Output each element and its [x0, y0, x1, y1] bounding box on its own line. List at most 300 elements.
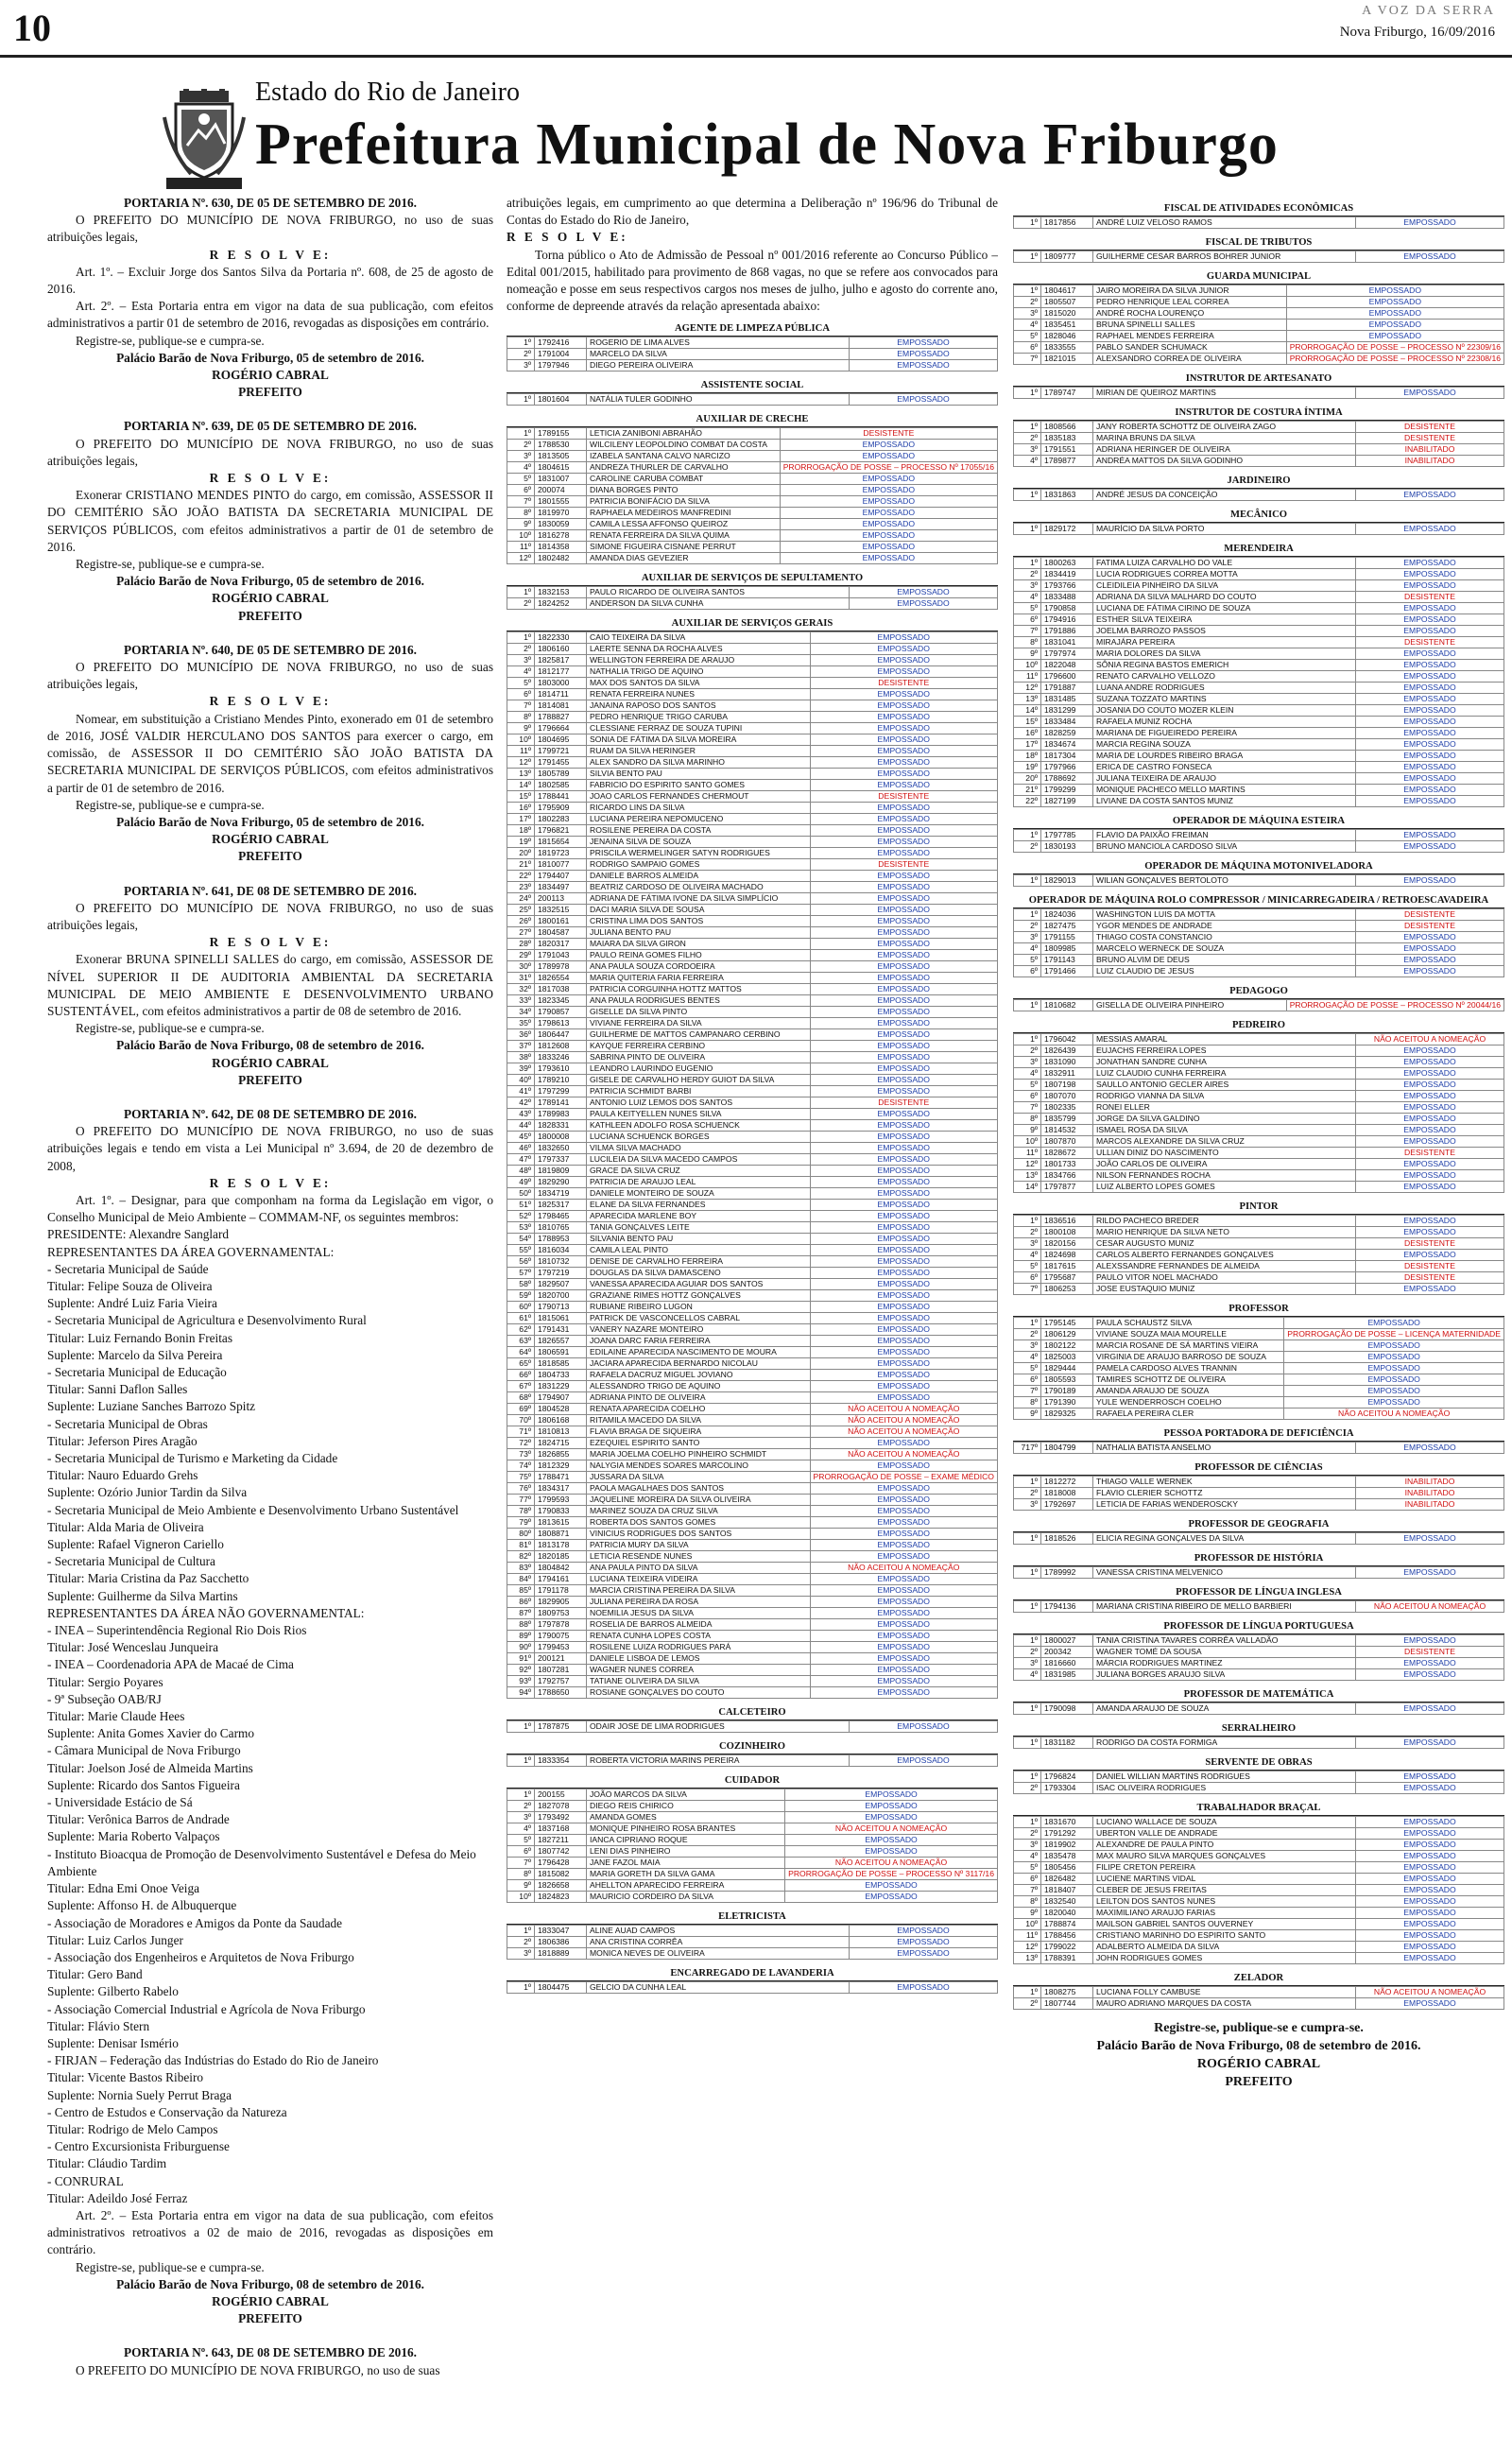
rank-cell: 77º [507, 1495, 535, 1506]
registration-cell: 1831007 [535, 474, 587, 485]
status-cell: EMPOSSADO [1356, 660, 1504, 671]
rank-cell: 8º [507, 712, 535, 723]
text-paragraph: Torna público o Ato de Admissão de Pessoal nº 001/2016 referente ao Concurso Público – Edital 001/2015, habilitado para provimento de 868 vagas, no que se refere aos convocados para nomeação e posse em seus respectivos cargos nos meses de julho, julho e agosto do corrente ano, conforme de depreende através da relação apresentada abaixo: [507, 247, 998, 314]
name-cell: LUCIANA SCHUENCK BORGES [587, 1132, 811, 1143]
status-cell: EMPOSSADO [810, 1370, 998, 1381]
rank-cell: 6º [507, 689, 535, 700]
rank-cell: 73º [507, 1449, 535, 1460]
status-cell: EMPOSSADO [1356, 1658, 1504, 1669]
registration-cell: 1797219 [535, 1268, 587, 1279]
text-paragraph: PORTARIA Nº. 643, DE 08 DE SETEMBRO DE 2016. [124, 2345, 417, 2360]
registration-cell: 1796824 [1041, 1771, 1093, 1783]
rank-cell: 2º [1014, 1329, 1041, 1340]
status-cell: EMPOSSADO [1356, 251, 1504, 263]
name-cell: RAPHAELA MEDEIROS MANFREDINI [587, 508, 781, 519]
registration-cell: 1790858 [1041, 603, 1093, 614]
registration-cell: 1788874 [1041, 1919, 1093, 1930]
table-row [1014, 1352, 1504, 1363]
text-paragraph: ROGÉRIO CABRAL [212, 591, 329, 606]
section-title: MECÂNICO [1013, 509, 1504, 523]
registration-cell: 1789141 [535, 1097, 587, 1109]
rank-cell: 6º [1014, 966, 1041, 977]
name-cell: FLAVIO DA PAIXÃO FREIMAN [1093, 830, 1356, 841]
table-row [1014, 1216, 1504, 1227]
rank-cell: 2º [507, 1801, 535, 1812]
name-cell: CLEIDILEIA PINHEIRO DA SILVA [1093, 580, 1356, 592]
status-cell: EMPOSSADO [810, 1324, 998, 1336]
rank-cell: 3º [1014, 580, 1041, 592]
table-row [1014, 739, 1504, 751]
rank-cell: 49º [507, 1177, 535, 1188]
registration-cell: 1823345 [535, 995, 587, 1007]
rank-cell: 1º [1014, 909, 1041, 921]
name-cell: ROBERTA VICTORIA MARINS PEREIRA [587, 1755, 850, 1767]
table-row [507, 1029, 998, 1041]
admission-section [1013, 509, 1504, 535]
name-cell: PAULO VITOR NOEL MACHADO [1093, 1272, 1356, 1284]
admission-section [1013, 1722, 1504, 1749]
table-row [507, 644, 998, 655]
status-cell: PRORROGAÇÃO DE POSSE – PROCESSO Nº 22309/16 [1286, 342, 1503, 354]
status-cell: EMPOSSADO [780, 542, 997, 553]
name-cell: NATÁLIA TULER GODINHO [587, 394, 850, 406]
status-cell: EMPOSSADO [850, 1755, 998, 1767]
table-row [507, 1052, 998, 1063]
rank-cell: 1º [1014, 1601, 1041, 1613]
registration-cell: 1790857 [535, 1007, 587, 1018]
text-paragraph: Registre-se, publique-se e cumpra-se. [76, 2259, 265, 2274]
name-cell: VIVIANE FERREIRA DA SILVA [587, 1018, 811, 1029]
name-cell: GUILHERME CESAR BARROS BOHRER JUNIOR [1093, 251, 1356, 263]
registration-cell: 1825317 [535, 1200, 587, 1211]
registration-cell: 1815082 [535, 1869, 587, 1880]
name-cell: MARCIA ROSANE DE SÁ MARTINS VIEIRA [1093, 1340, 1284, 1352]
registration-cell: 200155 [535, 1789, 587, 1801]
table-row [507, 825, 998, 837]
status-cell: EMPOSSADO [1356, 648, 1504, 660]
name-cell: BRUNA SPINELLI SALLES [1093, 320, 1287, 331]
status-cell: PRORROGAÇÃO DE POSSE – PROCESSO Nº 20044/16 [1286, 1000, 1503, 1011]
registration-cell: 1830193 [1041, 841, 1093, 853]
name-cell: CAIO TEIXEIRA DA SILVA [587, 632, 811, 644]
status-cell: EMPOSSADO [1356, 1250, 1504, 1261]
name-cell: JULIANA BENTO PAU [587, 927, 811, 939]
table-row [507, 1302, 998, 1313]
name-cell: LUCIANA DE FÁTIMA CIRINO DE SOUZA [1093, 603, 1356, 614]
text-paragraph: - CONRURAL [47, 2173, 124, 2188]
name-cell: NALYGIA MENDES SOARES MARCOLINO [587, 1460, 811, 1472]
table-row [1014, 1272, 1504, 1284]
table-row [507, 723, 998, 734]
registration-cell: 1792757 [535, 1676, 587, 1687]
table-row [507, 1869, 998, 1880]
name-cell: PAULA SCHAUSTZ SILVA [1093, 1318, 1284, 1329]
registration-cell: 1828046 [1041, 331, 1093, 342]
section-title: JARDINEIRO [1013, 475, 1504, 489]
admission-section [507, 1706, 998, 1733]
section-title: PROFESSOR DE LÍNGUA INGLESA [1013, 1586, 1504, 1600]
status-cell: EMPOSSADO [810, 1222, 998, 1234]
registration-cell: 1826554 [535, 973, 587, 984]
registration-cell: 1818407 [1041, 1885, 1093, 1896]
name-cell: RONEI ELLER [1093, 1102, 1356, 1114]
name-cell: MAILSON GABRIEL SANTOS OUVERNEY [1093, 1919, 1356, 1930]
status-cell: EMPOSSADO [1356, 1896, 1504, 1908]
table-row [1014, 683, 1504, 694]
status-cell: EMPOSSADO [785, 1835, 998, 1846]
name-cell: THIAGO VALLE WERNEK [1093, 1477, 1356, 1488]
registration-cell: 1819809 [535, 1166, 587, 1177]
name-cell: JOHN RODRIGUES GOMES [1093, 1953, 1356, 1964]
table-row [1014, 1601, 1504, 1613]
text-paragraph: Titular: Adeildo José Ferraz [47, 2190, 188, 2205]
registration-cell: 1799453 [535, 1642, 587, 1653]
text-paragraph: atribuições legais, em cumprimento ao que determina a Deliberação nº 196/96 do Tribunal de Contas do Estado do Rio de Janeiro, [507, 196, 998, 228]
name-cell: ANTONIO LUIZ LEMOS DOS SANTOS [587, 1097, 811, 1109]
section-title: SERVENTE DE OBRAS [1013, 1756, 1504, 1771]
table-row [1014, 1874, 1504, 1885]
name-cell: FLAVIO CLERIER SCHOTTZ [1093, 1488, 1356, 1499]
admission-section [507, 379, 998, 406]
table-row [507, 1597, 998, 1608]
table-row [507, 689, 998, 700]
text-paragraph: Exonerar CRISTIANO MENDES PINTO do cargo, em comissão, ASSESSOR II DO CEMITÉRIO SÃO JOÃO BATISTA DA SECRETARIA MUNICIPAL DE SERVIÇOS PÚBLICOS, com efeitos administrativos a partir de 01 de setembro de 2016. [47, 488, 493, 554]
registration-cell: 1827211 [535, 1835, 587, 1846]
status-cell: EMPOSSADO [850, 598, 998, 610]
section-title: PROFESSOR DE MATEMÁTICA [1013, 1688, 1504, 1702]
registration-cell: 1788456 [1041, 1930, 1093, 1942]
registration-cell: 1806591 [535, 1347, 587, 1358]
table-row [1014, 943, 1504, 955]
status-cell: EMPOSSADO [810, 825, 998, 837]
name-cell: MARCIA REGINA SOUZA [1093, 739, 1356, 751]
registration-cell: 1831485 [1041, 694, 1093, 705]
table-row [507, 961, 998, 973]
rank-cell: 6º [1014, 1272, 1041, 1284]
registration-cell: 1802482 [535, 553, 587, 564]
rank-cell: 26º [507, 916, 535, 927]
status-cell: EMPOSSADO [810, 655, 998, 666]
name-cell: ANA CRISTINA CORRÊA [587, 1937, 850, 1948]
table-row [1014, 388, 1504, 399]
table-row [507, 1438, 998, 1449]
registration-cell: 1791178 [535, 1585, 587, 1597]
registration-cell: 1819723 [535, 848, 587, 859]
status-cell: EMPOSSADO [780, 553, 997, 564]
rank-cell: 7º [1014, 1885, 1041, 1896]
text-paragraph: ROGÉRIO CABRAL [212, 368, 329, 383]
table-row [507, 1585, 998, 1597]
status-cell: EMPOSSADO [780, 451, 997, 462]
name-cell: RENATA APARECIDA COELHO [587, 1404, 811, 1415]
rank-cell: 41º [507, 1086, 535, 1097]
registration-cell: 1831863 [1041, 490, 1093, 501]
candidates-table [507, 1925, 998, 1960]
publication-date: Nova Friburgo, 16/09/2016 [1339, 25, 1495, 40]
table-row [1014, 909, 1504, 921]
registration-cell: 1791455 [535, 757, 587, 769]
registration-cell: 1788650 [535, 1687, 587, 1699]
rank-cell: 1º [1014, 524, 1041, 535]
name-cell: SONIA DE FÁTIMA DA SILVA MOREIRA [587, 734, 811, 746]
text-paragraph: Suplente: Maria Roberto Valpaços [47, 1829, 220, 1844]
name-cell: MARIANA CRISTINA RIBEIRO DE MELLO BARBIERI [1093, 1601, 1356, 1613]
registration-cell: 1797966 [1041, 762, 1093, 773]
name-cell: WAGNER TOMÉ DA SOUSA [1093, 1647, 1356, 1658]
table-row [507, 1631, 998, 1642]
text-paragraph: PREFEITO [238, 849, 302, 864]
rank-cell: 2º [1014, 1998, 1041, 2010]
candidates-table [507, 586, 998, 610]
name-cell: MARIO HENRIQUE DA SILVA NETO [1093, 1227, 1356, 1238]
candidates-table [1013, 216, 1504, 229]
name-cell: WASHINGTON LUIS DA MOTTA [1093, 909, 1356, 921]
table-row [507, 1370, 998, 1381]
rank-cell: 21º [507, 859, 535, 871]
registration-cell: 1829325 [1041, 1408, 1093, 1420]
candidates-table [507, 1981, 998, 1994]
rank-cell: 1º [1014, 1737, 1041, 1749]
candidates-table [1013, 1986, 1504, 2010]
admission-section [507, 572, 998, 610]
table-row [1014, 1057, 1504, 1068]
name-cell: MONIQUE PACHECO MELLO MARTINS [1093, 785, 1356, 796]
admission-section [1013, 372, 1504, 399]
rank-cell: 21º [1014, 785, 1041, 796]
status-cell: DESISTENTE [1356, 921, 1504, 932]
status-cell: EMPOSSADO [785, 1801, 998, 1812]
name-cell: PATRICIA MURY DA SILVA [587, 1540, 811, 1551]
text-paragraph: Titular: Maria Cristina da Paz Sacchetto [47, 1571, 249, 1586]
text-paragraph: Suplente: Rafael Vigneron Cariello [47, 1537, 224, 1552]
name-cell: JOELMA BARROZO PASSOS [1093, 626, 1356, 637]
name-cell: KATHLEEN ADOLFO ROSA SCHUENCK [587, 1120, 811, 1132]
section-title: OPERADOR DE MÁQUINA ESTEIRA [1013, 815, 1504, 829]
rank-cell: 1º [1014, 285, 1041, 297]
registration-cell: 1833484 [1041, 717, 1093, 728]
table-row [507, 1789, 998, 1801]
registration-cell: 1804587 [535, 927, 587, 939]
rank-cell: 22º [1014, 796, 1041, 807]
status-cell: EMPOSSADO [850, 587, 998, 598]
table-row [507, 1154, 998, 1166]
rank-cell: 2º [1014, 1227, 1041, 1238]
rank-cell: 4º [1014, 1068, 1041, 1080]
registration-cell: 1797974 [1041, 648, 1093, 660]
rank-cell: 84º [507, 1574, 535, 1585]
status-cell: EMPOSSADO [810, 1313, 998, 1324]
table-row [1014, 694, 1504, 705]
admission-tables [507, 322, 998, 1994]
admission-section [1013, 1518, 1504, 1545]
name-cell: ALEX SANDRO DA SILVA MARINHO [587, 757, 811, 769]
table-row [1014, 342, 1504, 354]
table-row [1014, 796, 1504, 807]
registration-cell: 1820185 [535, 1551, 587, 1563]
rank-cell: 4º [1014, 592, 1041, 603]
rank-cell: 1º [507, 394, 535, 406]
registration-cell: 1810813 [535, 1426, 587, 1438]
rank-cell: 13º [507, 769, 535, 780]
registration-cell: 1789992 [1041, 1567, 1093, 1579]
name-cell: JULIANA TEIXEIRA DE ARAUJO [1093, 773, 1356, 785]
name-cell: MARINEZ SOUZA DA CRUZ SILVA [587, 1506, 811, 1517]
rank-cell: 11º [507, 746, 535, 757]
registration-cell: 1807742 [535, 1846, 587, 1858]
registration-cell: 200342 [1041, 1647, 1093, 1658]
text-paragraph: - INEA – Coordenadoria APA de Macaé de Cima [47, 1657, 294, 1672]
name-cell: WILCILENY LEOPOLDINO COMBAT DA COSTA [587, 440, 781, 451]
name-cell: RAPHAEL MENDES FERREIRA [1093, 331, 1287, 342]
rank-cell: 4º [507, 1823, 535, 1835]
status-cell: EMPOSSADO [810, 746, 998, 757]
text-paragraph: O PREFEITO DO MUNICÍPIO DE NOVA FRIBURGO, no uso de suas atribuições legais, [47, 660, 493, 692]
status-cell: NÃO ACEITOU A NOMEAÇÃO [810, 1404, 998, 1415]
status-cell: EMPOSSADO [810, 757, 998, 769]
status-cell: EMPOSSADO [810, 973, 998, 984]
status-cell: DESISTENTE [810, 791, 998, 803]
text-paragraph: Titular: Luiz Carlos Junger [47, 1932, 183, 1947]
status-cell: EMPOSSADO [810, 893, 998, 905]
table-row [1014, 773, 1504, 785]
status-cell: EMPOSSADO [1356, 1046, 1504, 1057]
registration-cell: 1826658 [535, 1880, 587, 1892]
registration-cell: 1797337 [535, 1154, 587, 1166]
name-cell: PEDRO HENRIQUE LEAL CORREA [1093, 297, 1287, 308]
registration-cell: 1832153 [535, 587, 587, 598]
candidates-table [1013, 1566, 1504, 1579]
table-row [1014, 1953, 1504, 1964]
text-paragraph: - Centro Excursionista Friburguense [47, 2139, 230, 2154]
status-cell: EMPOSSADO [810, 1665, 998, 1676]
table-row [1014, 1046, 1504, 1057]
status-cell: EMPOSSADO [810, 939, 998, 950]
table-row [1014, 705, 1504, 717]
status-cell: EMPOSSADO [810, 1585, 998, 1597]
table-row [507, 1268, 998, 1279]
registration-cell: 1793304 [1041, 1783, 1093, 1794]
rank-cell: 27º [507, 927, 535, 939]
name-cell: PAULA KEITYELLEN NUNES SILVA [587, 1109, 811, 1120]
table-row [507, 848, 998, 859]
rank-cell: 58º [507, 1279, 535, 1290]
status-cell: EMPOSSADO [1356, 1669, 1504, 1681]
name-cell: MARIANA DE FIGUEIREDO PEREIRA [1093, 728, 1356, 739]
status-cell: EMPOSSADO [810, 995, 998, 1007]
registration-cell: 1802335 [1041, 1102, 1093, 1114]
status-cell: PRORROGAÇÃO DE POSSE – PROCESSO Nº 3117/16 [785, 1869, 998, 1880]
table-row [507, 485, 998, 496]
registration-cell: 1804617 [1041, 285, 1093, 297]
name-cell: JOÃO CARLOS DE OLIVEIRA [1093, 1159, 1356, 1170]
name-cell: JOANA DARC FARIA FERREIRA [587, 1336, 811, 1347]
rank-cell: 44º [507, 1120, 535, 1132]
registration-cell: 1808871 [535, 1529, 587, 1540]
table-row [507, 519, 998, 530]
text-paragraph: PREFEITO [238, 385, 302, 400]
status-cell: EMPOSSADO [810, 700, 998, 712]
registration-cell: 1821015 [1041, 354, 1093, 365]
table-row [1014, 717, 1504, 728]
registration-cell: 1792416 [535, 337, 587, 349]
name-cell: RAFAELA MUNIZ ROCHA [1093, 717, 1356, 728]
admission-section [1013, 1972, 1504, 2010]
status-cell: EMPOSSADO [810, 871, 998, 882]
status-cell: EMPOSSADO [810, 1029, 998, 1041]
table-row [1014, 1703, 1504, 1715]
status-cell: EMPOSSADO [810, 689, 998, 700]
registration-cell: 1820700 [535, 1290, 587, 1302]
text-paragraph: REPRESENTANTES DA ÁREA NÃO GOVERNAMENTAL: [47, 1605, 365, 1620]
name-cell: LETICIA DE FARIAS WENDEROSCKY [1093, 1499, 1356, 1511]
name-cell: EUJACHS FERREIRA LOPES [1093, 1046, 1356, 1057]
table-row [507, 1290, 998, 1302]
section-title: FISCAL DE TRIBUTOS [1013, 236, 1504, 251]
registration-cell: 1791143 [1041, 955, 1093, 966]
table-row [507, 1075, 998, 1086]
page-number: 10 [13, 7, 51, 49]
text-paragraph: Suplente: Nornia Suely Perrut Braga [47, 2087, 232, 2102]
text-paragraph: O PREFEITO DO MUNICÍPIO DE NOVA FRIBURGO, no uso de suas [76, 2362, 440, 2377]
rank-cell: 4º [1014, 943, 1041, 955]
table-row [507, 712, 998, 723]
rank-cell: 15º [1014, 717, 1041, 728]
text-paragraph: - Universidade Estácio de Sá [47, 1795, 193, 1810]
rank-cell: 1º [1014, 1000, 1041, 1011]
text-paragraph: Titular: Cláudio Tardim [47, 2156, 167, 2171]
candidates-table [1013, 1442, 1504, 1454]
table-row [507, 394, 998, 406]
rank-cell: 8º [1014, 1397, 1041, 1408]
status-cell: EMPOSSADO [810, 1245, 998, 1256]
name-cell: LIVIANE DA COSTA SANTOS MUNIZ [1093, 796, 1356, 807]
status-cell: EMPOSSADO [1356, 1125, 1504, 1136]
status-cell: DESISTENTE [1356, 909, 1504, 921]
status-cell: DESISTENTE [1356, 1148, 1504, 1159]
status-cell: EMPOSSADO [810, 1540, 998, 1551]
name-cell: MONICA NEVES DE OLIVEIRA [587, 1948, 850, 1960]
name-cell: AMANDA ARAUJO DE SOUZA [1093, 1703, 1356, 1715]
rank-cell: 6º [1014, 1374, 1041, 1386]
status-cell: EMPOSSADO [810, 1177, 998, 1188]
table-row [1014, 921, 1504, 932]
admission-tables [1013, 202, 1504, 2010]
status-cell: EMPOSSADO [810, 814, 998, 825]
status-cell: EMPOSSADO [810, 1551, 998, 1563]
status-cell: EMPOSSADO [850, 1948, 998, 1960]
registration-cell: 1791292 [1041, 1828, 1093, 1840]
status-cell: EMPOSSADO [1356, 1862, 1504, 1874]
status-cell: PRORROGAÇÃO DE POSSE – PROCESSO Nº 17055/16 [780, 462, 997, 474]
registration-cell: 1816278 [535, 530, 587, 542]
status-cell: EMPOSSADO [1284, 1340, 1504, 1352]
rank-cell: 56º [507, 1256, 535, 1268]
registration-cell: 1829172 [1041, 524, 1093, 535]
table-row [507, 1097, 998, 1109]
name-cell: VANESSA CRISTINA MELVENICO [1093, 1567, 1356, 1579]
table-row [507, 1676, 998, 1687]
name-cell: JONATHAN SANDRE CUNHA [1093, 1057, 1356, 1068]
status-cell: EMPOSSADO [810, 644, 998, 655]
registration-cell: 1799593 [535, 1495, 587, 1506]
registration-cell: 1793610 [535, 1063, 587, 1075]
table-row [1014, 354, 1504, 365]
status-cell: EMPOSSADO [850, 349, 998, 360]
text-paragraph: - Instituto Bioacqua de Promoção de Desenvolvimento Sustentável e Defesa do Meio Ambiente [47, 1846, 476, 1878]
table-row [507, 1665, 998, 1676]
table-row [1014, 1919, 1504, 1930]
name-cell: ADALBERTO ALMEIDA DA SILVA [1093, 1942, 1356, 1953]
